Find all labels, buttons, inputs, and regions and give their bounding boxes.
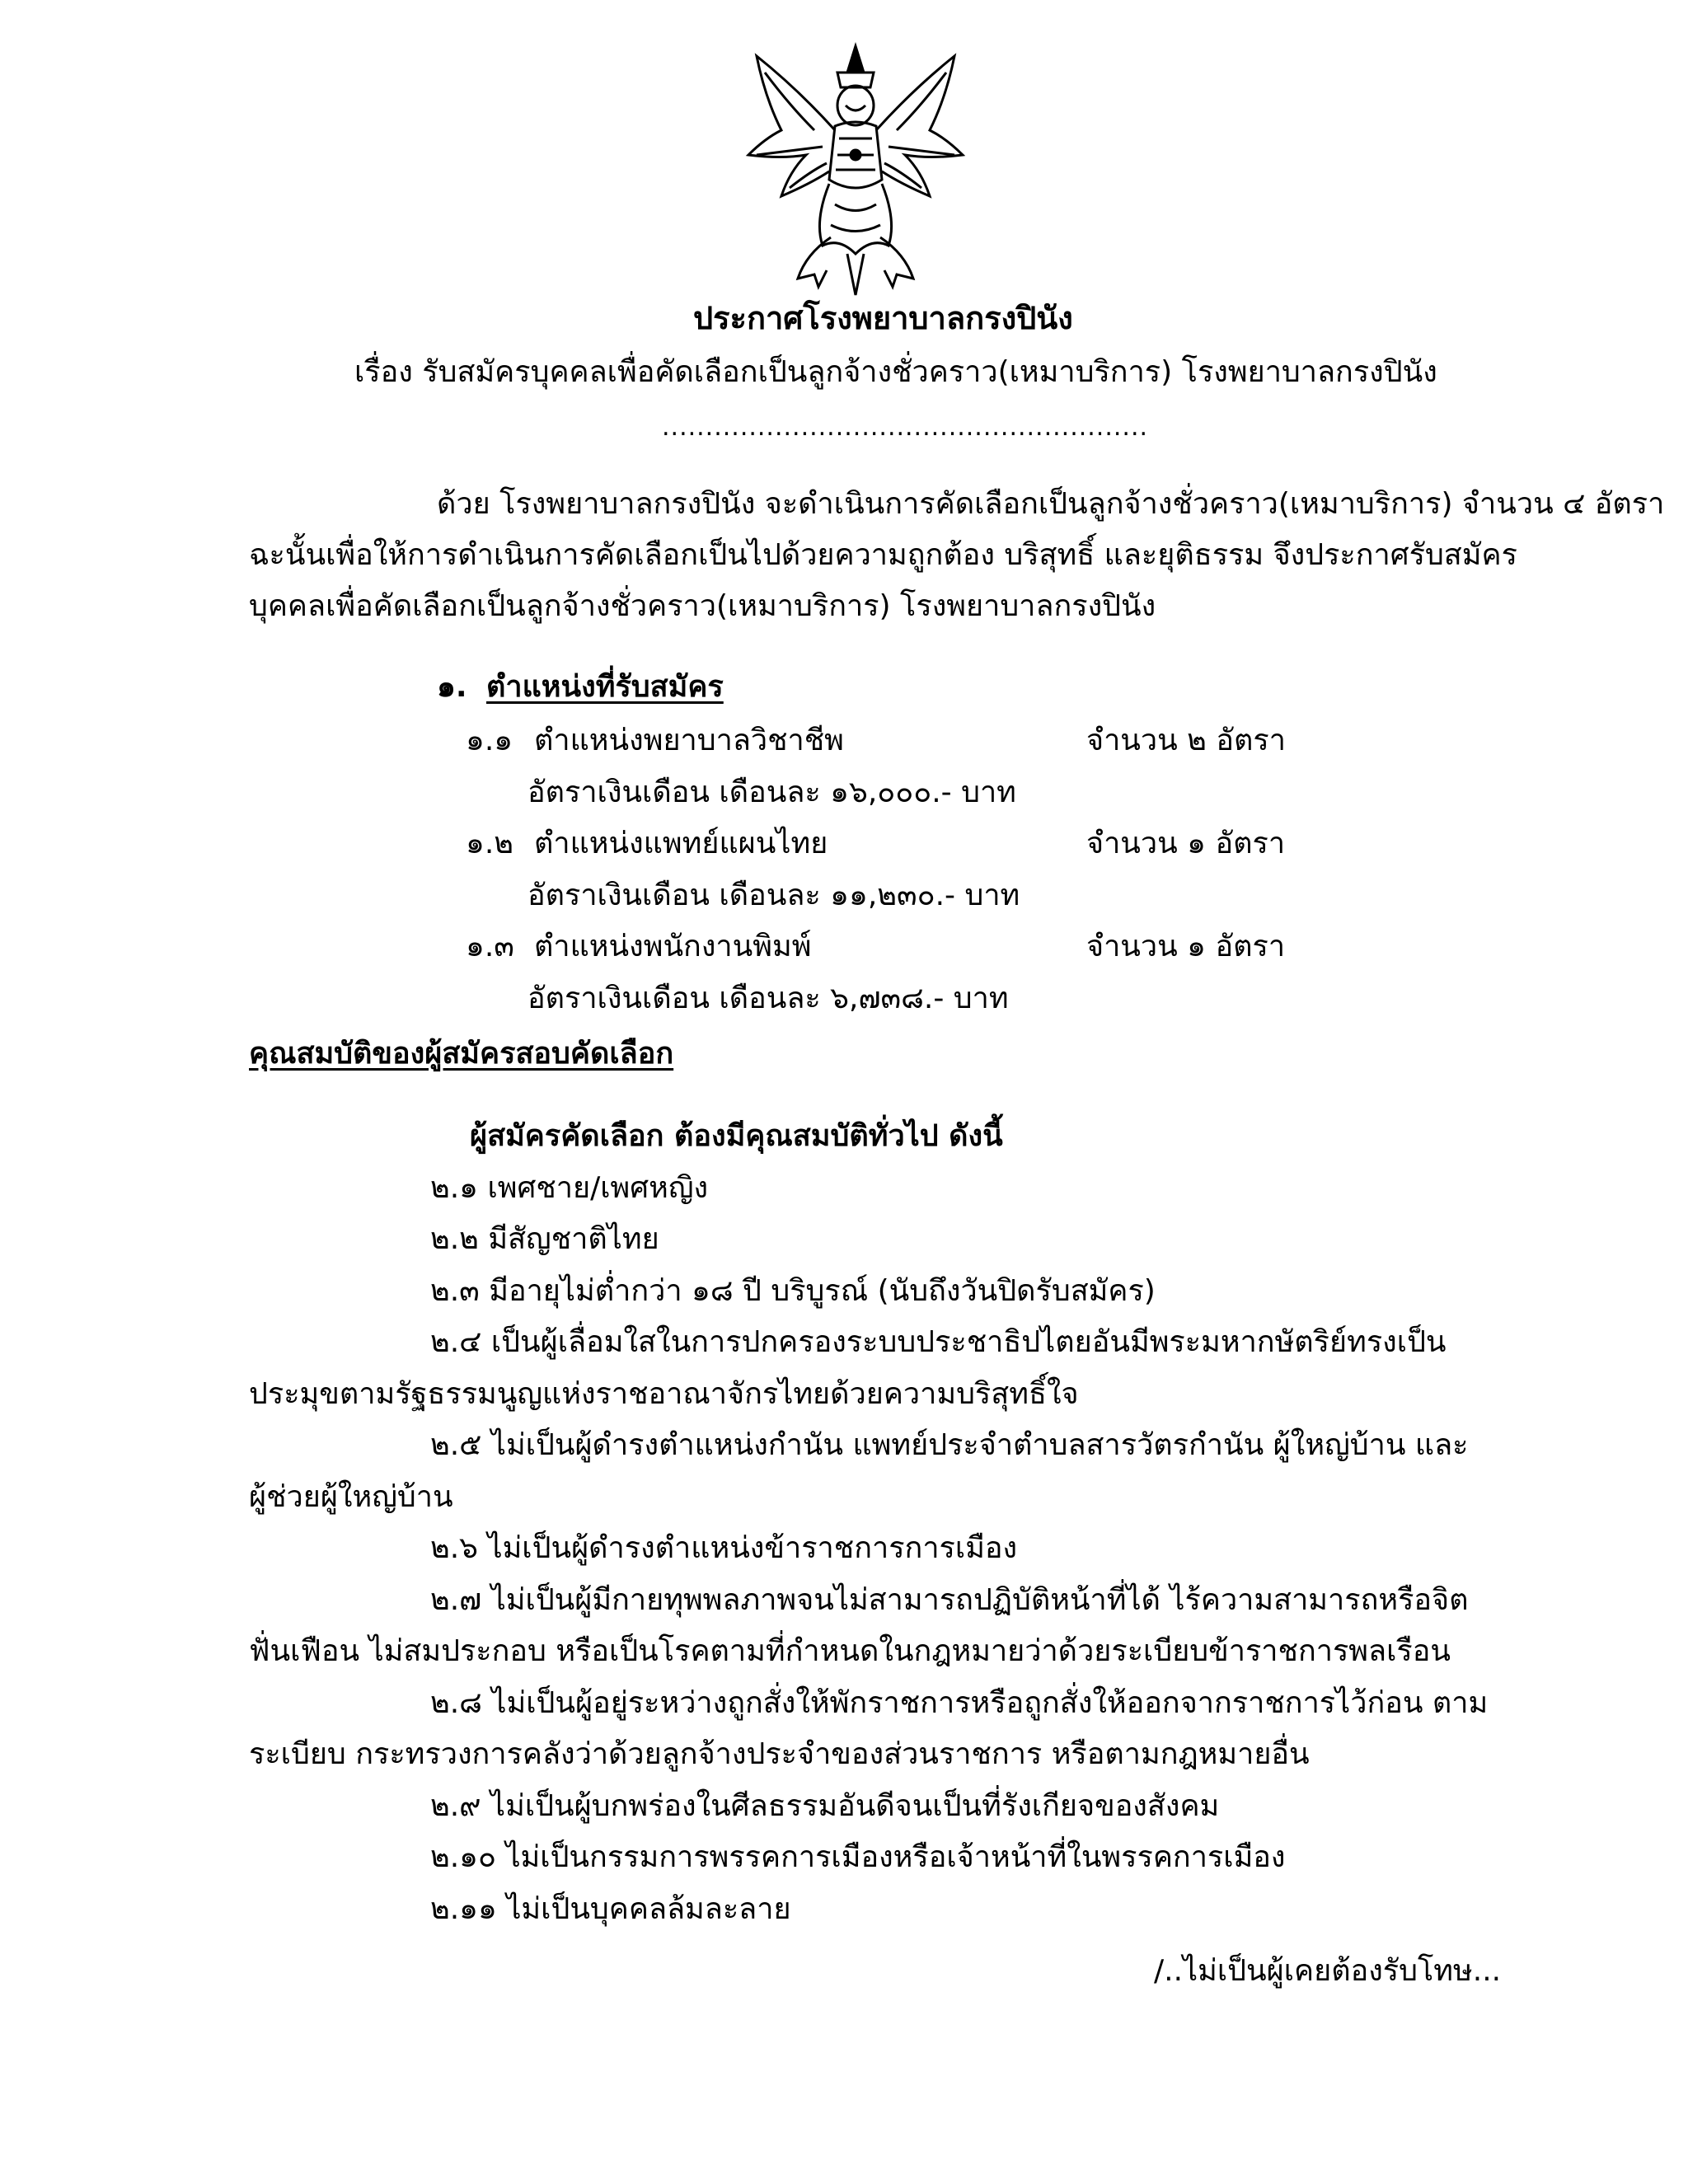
- position-count: จำนวน ๑ อัตรา: [1086, 930, 1286, 963]
- qualifications-subheading: ผู้สมัครคัดเลือก ต้องมีคุณสมบัติทั่วไป ดังนี้: [470, 1119, 1003, 1153]
- intro-line-1: ด้วย โรงพยาบาลกรงปินัง จะดำเนินการคัดเลือกเป็นลูกจ้างชั่วคราว(เหมาบริการ) จำนวน ๔ อัตรา: [437, 487, 1665, 521]
- qualification-line: ๒.๔ เป็นผู้เลื่อมใสในการปกครองระบบประชาธิปไตยอันมีพระมหากษัตริย์ทรงเป็น: [430, 1325, 1447, 1359]
- position-title: ตำแหน่งแพทย์แผนไทย: [534, 827, 828, 860]
- qualification-line: ประมุขตามรัฐธรรมนูญแห่งราชอาณาจักรไทยด้วยความบริสุทธิ์ใจ: [249, 1377, 1079, 1411]
- intro-line-3: บุคคลเพื่อคัดเลือกเป็นลูกจ้างชั่วคราว(เหมาบริการ) โรงพยาบาลกรงปินัง: [249, 589, 1156, 623]
- qualification-line: ๒.๖ ไม่เป็นผู้ดำรงตำแหน่งข้าราชการการเมือง: [430, 1531, 1018, 1565]
- position-salary: อัตราเงินเดือน เดือนละ ๑๖,๐๐๐.- บาท: [528, 776, 1016, 809]
- qualifications-heading: คุณสมบัติของผู้สมัครสอบคัดเลือก: [249, 1037, 674, 1071]
- qualification-line: ผู้ช่วยผู้ใหญ่บ้าน: [249, 1480, 453, 1514]
- qualification-line: ๒.๘ ไม่เป็นผู้อยู่ระหว่างถูกสั่งให้พักราชการหรือถูกสั่งให้ออกจากราชการไว้ก่อน ตาม: [430, 1686, 1489, 1720]
- qualification-line: ๒.๙ ไม่เป็นผู้บกพร่องในศีลธรรมอันดีจนเป็นที่รังเกียจของสังคม: [430, 1789, 1220, 1823]
- qualification-line: ๒.๓ มีอายุไม่ต่ำกว่า ๑๘ ปี บริบูรณ์ (นับถึงวันปิดรับสมัคร): [430, 1274, 1156, 1308]
- position-salary: อัตราเงินเดือน เดือนละ ๖,๗๓๘.- บาท: [528, 982, 1009, 1015]
- qualification-line: ระเบียบ กระทรวงการคลังว่าด้วยลูกจ้างประจำของส่วนราชการ หรือตามกฎหมายอื่น: [249, 1737, 1310, 1771]
- qualification-line: ๒.๒ มีสัญชาติไทย: [430, 1222, 659, 1256]
- position-number: ๑.๑: [466, 724, 513, 757]
- continuation-note: /..ไม่เป็นผู้เคยต้องรับโทษ...: [1154, 1954, 1502, 1988]
- qualification-line: ๒.๑๐ ไม่เป็นกรรมการพรรคการเมืองหรือเจ้าหน้าที่ในพรรคการเมือง: [430, 1840, 1286, 1874]
- position-count: จำนวน ๒ อัตรา: [1086, 724, 1286, 757]
- qualification-line: ๒.๗ ไม่เป็นผู้มีกายทุพพลภาพจนไม่สามารถปฏิบัติหน้าที่ได้ ไร้ความสามารถหรือจิต: [430, 1583, 1469, 1617]
- separator-dots: ........................................................: [662, 413, 1149, 442]
- position-number: ๑.๒: [466, 827, 514, 860]
- position-number: ๑.๓: [466, 930, 514, 963]
- garuda-emblem-icon: [732, 40, 979, 303]
- section1-number: ๑.: [437, 670, 467, 704]
- qualification-line: ฟั่นเฟือน ไม่สมประกอบ หรือเป็นโรคตามที่กำหนดในกฎหมายว่าด้วยระเบียบข้าราชการพลเรือน: [249, 1634, 1451, 1668]
- position-title: ตำแหน่งพยาบาลวิชาชีพ: [534, 724, 844, 757]
- qualification-line: ๒.๕ ไม่เป็นผู้ดำรงตำแหน่งกำนัน แพทย์ประจำตำบลสารวัตรกำนัน ผู้ใหญ่บ้าน และ: [430, 1428, 1469, 1462]
- qualification-line: ๒.๑๑ ไม่เป็นบุคคลล้มละลาย: [430, 1892, 791, 1926]
- announcement-title: ประกาศโรงพยาบาลกรงปินัง: [693, 300, 1073, 336]
- position-title: ตำแหน่งพนักงานพิมพ์: [534, 930, 812, 963]
- announcement-subject: เรื่อง รับสมัครบุคคลเพื่อคัดเลือกเป็นลูกจ้างชั่วคราว(เหมาบริการ) โรงพยาบาลกรงปินัง: [354, 355, 1437, 389]
- position-count: จำนวน ๑ อัตรา: [1086, 827, 1286, 860]
- section1-heading: ตำแหน่งที่รับสมัคร: [486, 670, 724, 704]
- position-salary: อัตราเงินเดือน เดือนละ ๑๑,๒๓๐.- บาท: [528, 879, 1020, 912]
- intro-line-2: ฉะนั้นเพื่อให้การดำเนินการคัดเลือกเป็นไปด้วยความถูกต้อง บริสุทธิ์ และยุติธรรม จึงประกาศรับสมัคร: [249, 538, 1517, 572]
- qualification-line: ๒.๑ เพศชาย/เพศหญิง: [430, 1171, 709, 1205]
